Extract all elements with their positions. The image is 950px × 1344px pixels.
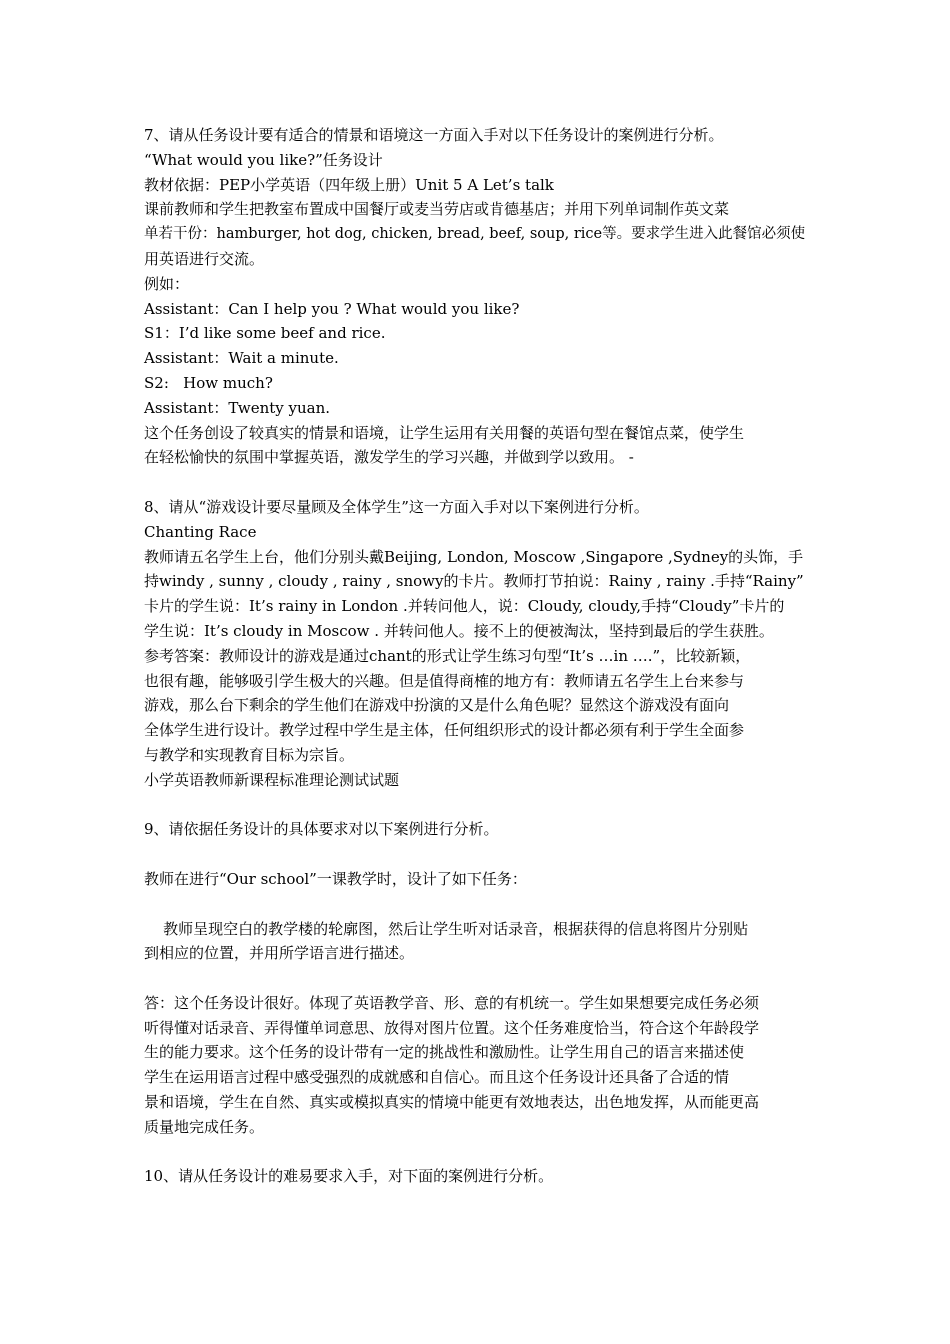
q7-prompt: 7、请从任务设计要有适合的情景和语境这一方面入手对以下任务设计的案例进行分析。 (144, 126, 724, 144)
q9-answer-line: 答：这个任务设计很好。体现了英语教学音、形、意的有机统一。学生如果想要完成任务必须 (144, 993, 760, 1012)
document-page (144, 123, 812, 1189)
q8-paragraph-line: 持windy , sunny , cloudy , rainy , snowy的卡片。教师打节拍说：Rainy , rainy .手持“Rainy” (144, 572, 804, 591)
dialogue-line: Assistant：Twenty yuan. (144, 398, 331, 417)
q8-answer-line: 也很有趣，能够吸引学生极大的兴趣。但是值得商榷的地方有：教师请五名学生上台来参与 (144, 671, 745, 690)
spacer (144, 892, 812, 917)
dialogue-line: S2: How much? (144, 373, 273, 392)
q9-task-line: 教师呈现空白的教学楼的轮廓图，然后让学生听对话录音，根据获得的信息将图片分别贴 (144, 919, 749, 938)
q9-answer-line: 景和语境，学生在自然、真实或模拟真实的情境中能更有效地表达，出色地发挥，从而能更高 (144, 1093, 760, 1112)
q7-textbook-basis: 教材依据：PEP小学英语（四年级上册）Unit 5 A Let’s talk (144, 175, 554, 194)
spacer (144, 793, 812, 818)
q8-answer-line: 参考答案：教师设计的游戏是通过chant的形式让学生练习句型“It’s …in ….”，比较新颖， (144, 646, 751, 665)
q9-answer-line: 生的能力要求。这个任务的设计带有一定的挑战性和激励性。让学生用自己的语言来描述使 (144, 1043, 745, 1062)
spacer (144, 966, 812, 991)
q9-prompt: 9、请依据任务设计的具体要求对以下案例进行分析。 (144, 820, 499, 839)
q7-analysis-line: 这个任务创设了较真实的情景和语境，让学生运用有关用餐的英语句型在餐馆点菜，使学生 (144, 423, 745, 442)
section-title: 小学英语教师新课程标准理论测试试题 (144, 770, 400, 789)
q7-paragraph-line: 用英语进行交流。 (144, 249, 265, 268)
dialogue-line: S1：I’d like some beef and rice. (144, 324, 386, 343)
q8-answer-line: 游戏，那么台下剩余的学生他们在游戏中扮演的又是什么角色呢？显然这个游戏没有面向 (144, 696, 730, 715)
spacer (144, 1140, 812, 1165)
dialogue-line: Assistant：Wait a minute. (144, 349, 339, 368)
q8-game-title: Chanting Race (144, 522, 257, 541)
q7-task-title: “What would you like?”任务设计 (144, 150, 383, 169)
spacer (144, 470, 812, 495)
q7-paragraph-line: 课前教师和学生把教室布置成中国餐厅或麦当劳店或肯德基店；并用下列单词制作英文菜 (144, 200, 730, 219)
q8-paragraph-line: 教师请五名学生上台，他们分别头戴Beijing, London, Moscow ,Singapore ,Sydney的头饰，手 (144, 547, 804, 566)
q9-answer-line: 听得懂对话录音、弄得懂单词意思、放得对图片位置。这个任务难度恰当，符合这个年龄段学 (144, 1018, 760, 1037)
q7-example-label: 例如： (144, 274, 190, 293)
q9-intro: 教师在进行“Our school”一课教学时，设计了如下任务： (144, 869, 527, 888)
q8-prompt: 8、请从“游戏设计要尽量顾及全体学生”这一方面入手对以下案例进行分析。 (144, 497, 649, 516)
q9-task-line: 到相应的位置，并用所学语言进行描述。 (144, 944, 415, 963)
dialogue-line: Assistant：Can I help you ? What would you like? (144, 299, 520, 318)
q8-answer-line: 与教学和实现教育目标为宗旨。 (144, 745, 355, 764)
q10-prompt: 10、请从任务设计的难易要求入手，对下面的案例进行分析。 (144, 1167, 554, 1186)
q8-paragraph-line: 卡片的学生说：It’s rainy in London .并转问他人，说：Cloudy, cloudy,手持“Cloudy”卡片的 (144, 597, 785, 616)
q9-answer-line: 学生在运用语言过程中感受强烈的成就感和自信心。而且这个任务设计还具备了合适的情 (144, 1068, 730, 1087)
q9-answer-line: 质量地完成任务。 (144, 1117, 265, 1136)
q8-answer-line: 全体学生进行设计。教学过程中学生是主体，任何组织形式的设计都必须有利于学生全面参 (144, 721, 745, 740)
q8-paragraph-line: 学生说：It’s cloudy in Moscow . 并转问他人。接不上的便被淘汰，坚持到最后的学生获胜。 (144, 621, 774, 640)
spacer (144, 842, 812, 867)
q7-analysis-line: 在轻松愉快的氛围中掌握英语，激发学生的学习兴趣，并做到学以致用。 - (144, 448, 634, 467)
q7-paragraph-line: 单若干份：hamburger, hot dog, chicken, bread, beef, soup, rice等。要求学生进入此餐馆必须使 (144, 226, 806, 243)
